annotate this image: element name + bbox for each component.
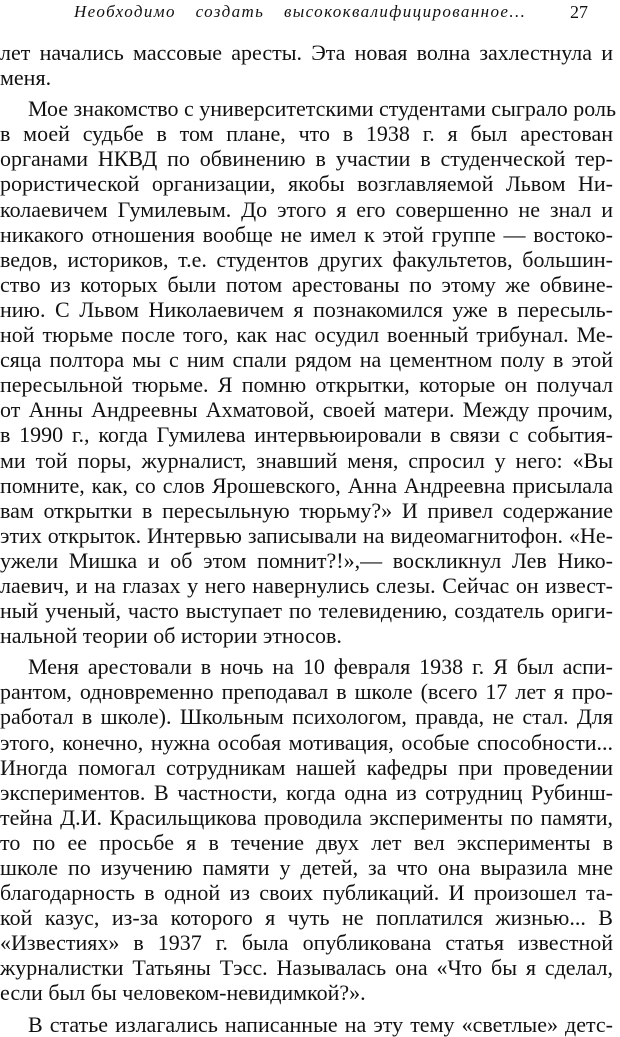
text-line: пересыльной тюрьме. Я помню открытки, которые он получал [0, 372, 613, 398]
text-line: органами НКВД по обвинению в участии в студенческой тер- [0, 146, 613, 172]
running-title: Необходимо создать высококвалифицированное... [74, 2, 527, 21]
text-line: этих открыток. Интервью записывали на видеомагнитофон. «Не- [0, 522, 613, 548]
text-line: колаевичем Гумилевым. До этого я его совершенно не знал и [0, 196, 613, 222]
text-line: нию. С Львом Николаевичем я познакомился уже в пересыль- [0, 296, 613, 322]
text-line: рористической организации, якобы возглавляемой Львом Ни- [0, 171, 613, 197]
text-line: тейна Д.И. Красильщикова проводила эксперименты по памяти, [0, 804, 613, 830]
text-line: в 1990 г., когда Гумилева интервьюировали в связи с события- [0, 422, 613, 448]
paragraph [0, 40, 613, 90]
text-line: лаевич, и на глазах у него навернулись слезы. Сейчас он извест- [0, 572, 613, 598]
text-line: ной тюрьме после того, как нас осудил военный трибунал. Ме- [0, 322, 613, 348]
text-line: ужели Мишка и об этом помнит?!»,— воскликнул Лев Нико- [0, 547, 613, 573]
body-text [0, 40, 617, 1037]
paragraph [0, 654, 613, 1005]
paragraph [0, 96, 617, 649]
text-line: «Известиях» в 1937 г. была опубликована статья известной [0, 930, 613, 956]
text-line: работал в школе). Школьным психологом, правда, не стал. Для [0, 704, 613, 730]
page-number: 27 [570, 2, 588, 22]
text-line: Мое знакомство с университетскими студентами сыграло роль [28, 96, 617, 122]
text-line: меня. [0, 65, 52, 91]
text-line: лет начались массовые аресты. Эта новая волна захлестнула и [0, 40, 613, 65]
text-line: в моей судьбе в том плане, что в 1938 г. я был арестован [0, 121, 613, 147]
text-line: ство из которых были потом арестованы по этому же обвине- [0, 271, 613, 297]
text-line: экспериментов. В частности, когда одна из сотрудниц Рубинш- [0, 779, 613, 805]
text-line: ведов, историков, т.е. студентов других факультетов, большин- [0, 246, 613, 272]
text-line: если был бы человеком-невидимкой?». [0, 980, 366, 1006]
text-line: ный ученый, часто выступает по телевидению, создатель ориги- [0, 598, 613, 624]
text-line: ми той поры, журналист, знавший меня, спросил у него: «Вы [0, 447, 613, 473]
text-line: кой казус, из-за которого я чуть не поплатился жизнью... В [0, 905, 613, 931]
running-head [74, 0, 594, 24]
text-line: вам открытки в пересыльную тюрьму?» И привел содержание [0, 497, 613, 523]
text-line: Меня арестовали в ночь на 10 февраля 1938 г. Я был аспи- [28, 654, 613, 680]
text-line: школе по изучению памяти у детей, за что она выразила мне [0, 855, 613, 880]
paragraph [0, 1012, 613, 1037]
text-line: этого, конечно, нужна особая мотивация, особые способности... [0, 729, 613, 755]
text-line: В статье излагались написанные на эту тему «светлые» детс- [28, 1011, 613, 1037]
text-line: то по ее просьбе я в течение двух лет вел эксперименты в [0, 829, 613, 855]
text-line: Иногда помогал сотрудникам нашей кафедры при проведении [0, 754, 613, 780]
text-line: сяца полтора мы с ним спали рядом на цементном полу в этой [0, 347, 613, 373]
text-line: журналистки Татьяны Тэсс. Называлась она «Что бы я сделал, [0, 955, 613, 981]
text-line: помните, как, со слов Ярошевского, Анна Андреевна присылала [0, 472, 613, 498]
text-line: благодарность в одной из своих публикаций. И произошел та- [0, 880, 613, 906]
text-line: от Анны Андреевны Ахматовой, своей матери. Между прочим, [0, 397, 613, 423]
text-line: рантом, одновременно преподавал в школе (всего 17 лет я про- [0, 679, 613, 705]
text-line: нальной теории об истории этносов. [0, 623, 342, 649]
text-line: никакого отношения вообще не имел к этой группе — востоко- [0, 221, 613, 247]
